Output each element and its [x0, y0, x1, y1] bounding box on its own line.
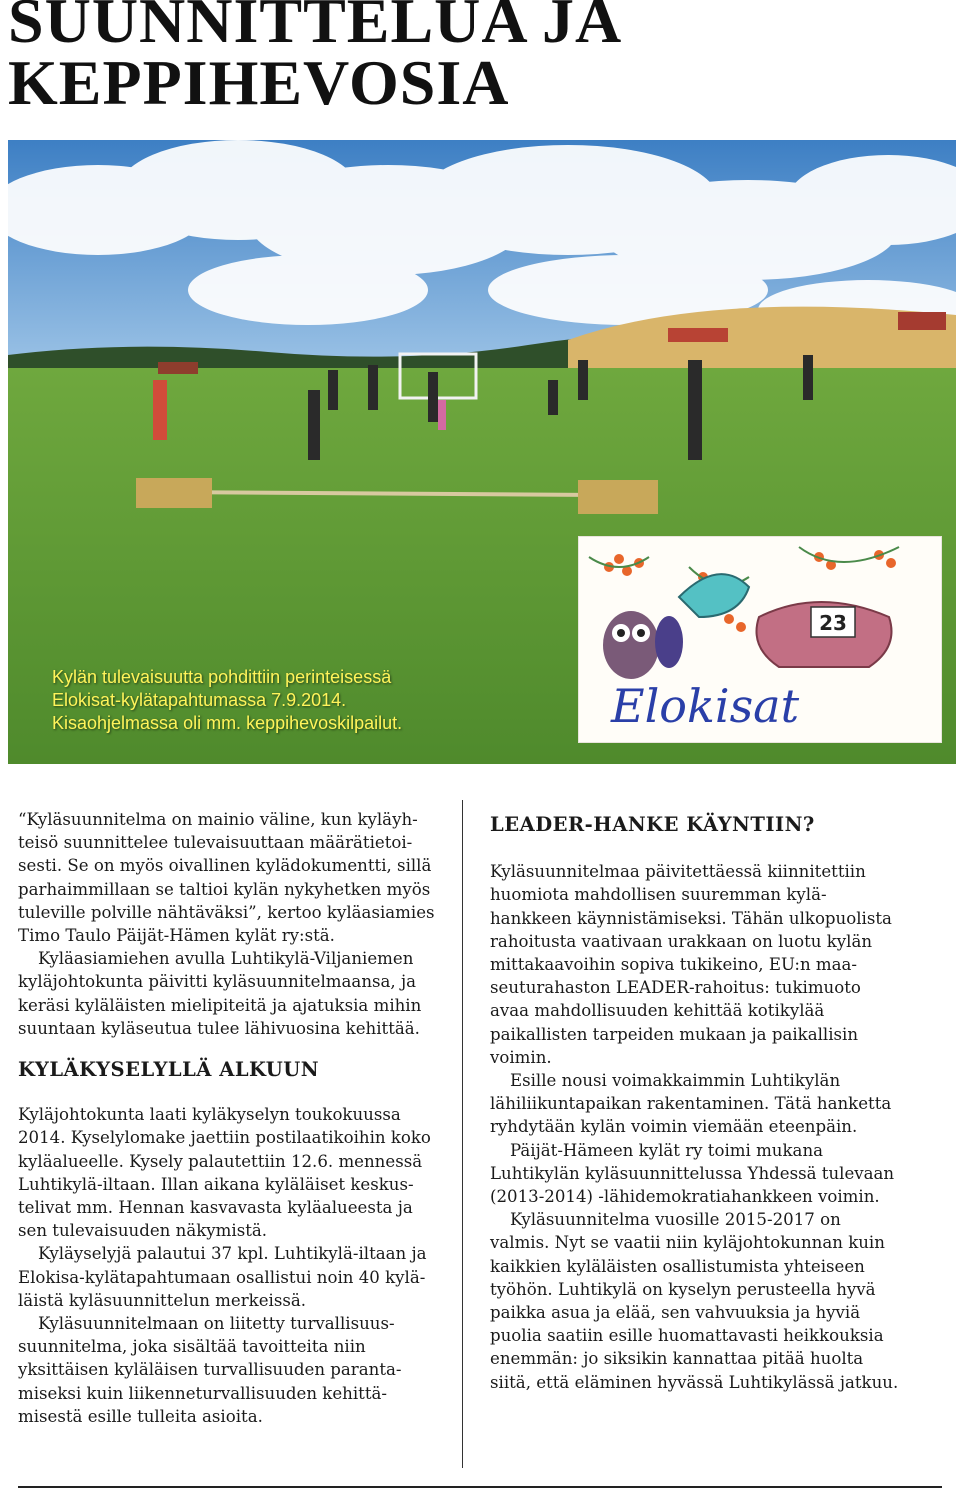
text-line: miseksi kuin liikenneturvallisuuden kehittä- [18, 1383, 388, 1403]
paragraph [18, 1242, 450, 1312]
text-line: keräsi kyläläisten mielipiteitä ja ajatuksia mihin [18, 995, 422, 1015]
text-line: huomiota mahdollisen suuremman kylä- [490, 885, 827, 905]
text-line: Esille nousi voimakkaimmin Luhtikylän [510, 1071, 841, 1091]
text-line: parhaimmillaan se taltioi kylän nykyhetken myös [18, 879, 431, 899]
right-column [490, 813, 915, 1394]
text-line: paikka asua ja elää, sen vahvuuksia ja hyviä [490, 1303, 861, 1323]
paragraph [490, 1139, 915, 1209]
bib-number: 23 [819, 611, 847, 635]
title-line-2: KEPPIHEVOSIA [8, 47, 510, 118]
text-line: lähiliikuntapaikan rakentaminen. Tätä hanketta [490, 1094, 892, 1114]
text-line: paikallisten tarpeiden mukaan ja paikallisin [490, 1024, 859, 1044]
text-line: telivat mm. Hennan kasvavasta kyläalueesta ja [18, 1198, 413, 1218]
paragraph [490, 860, 915, 1069]
section-heading: KYLÄKYSELYLLÄ ALKUUN [18, 1058, 320, 1082]
left-column [18, 808, 450, 1428]
paragraph [18, 947, 450, 1040]
text-line: kaikkien kyläläisten osallistumista yhteiseen [490, 1256, 865, 1276]
text-line: Luhtikylän kyläsuunnittelussa Yhdessä tulevaan [490, 1163, 895, 1183]
elokisat-logo: Elokisat [611, 679, 800, 733]
text-line: kyläalueelle. Kysely palautettiin 12.6. mennessä [18, 1151, 423, 1171]
text-line: kyläjohtokunta päivitti kyläsuunnitelmaansa, ja [18, 972, 416, 992]
text-line: avaa mahdollisuuden kehittää kotikylää [490, 1001, 825, 1021]
section-heading: LEADER-HANKE KÄYNTIIN? [490, 813, 815, 836]
caption-line: Elokisat-kylätapahtumassa 7.9.2014. [52, 690, 347, 710]
text-line: puolia saatiin esille huomattavasti heikkouksia [490, 1326, 884, 1346]
text-line: tuleville polville nähtäväksi”, kertoo kyläasiamies [18, 902, 435, 922]
text-line: suuntaan kyläseutua tulee lähivuosina kehittää. [18, 1018, 420, 1038]
text-line: seuturahaston LEADER-rahoitus: tukimuoto [490, 978, 861, 998]
text-line: sen tulevaisuuden näkymistä. [18, 1221, 268, 1241]
text-line: Kyläasiamiehen avulla Luhtikylä-Viljaniemen [38, 949, 414, 969]
bottom-rule [18, 1486, 942, 1488]
text-line: Elokisa-kylätapahtumaan osallistui noin 40 kylä- [18, 1267, 426, 1287]
text-line: voimin. [490, 1047, 552, 1067]
title-line-1: SUUNNITTELUA JA [8, 0, 623, 56]
text-line: rahoitusta vaativaan urakkaan on luotu kylän [490, 931, 873, 951]
text-line: teisö suunnittelee tulevaisuuttaan määrätietoi- [18, 833, 413, 853]
paragraph-quote [18, 808, 450, 947]
text-line: Kyläsuunnitelmaan on liitetty turvallisuus- [38, 1314, 395, 1334]
text-line: Kyläsuunnitelmaa päivitettäessä kiinnitettiin [490, 862, 866, 882]
text-line: Päijät-Hämeen kylät ry toimi mukana [510, 1140, 824, 1160]
text-line: siitä, että eläminen hyvässä Luhtikylässä jatkuu. [490, 1372, 899, 1392]
text-line: valmis. Nyt se vaatii niin kyläjohtokunnan kuin [490, 1233, 885, 1253]
paragraph [490, 1208, 915, 1394]
caption-line: Kisaohjelmassa oli mm. keppihevoskilpailut. [52, 713, 403, 733]
text-line: (2013-2014) -lähidemokratiahankkeen voimin. [490, 1187, 880, 1207]
text-line: 2014. Kyselylomake jaettiin postilaatikoihin koko [18, 1128, 431, 1148]
text-line: mittakaavoihin sopiva tukikeino, EU:n maa- [490, 955, 858, 975]
paragraph [18, 1103, 450, 1242]
text-line: “Kyläsuunnitelma on mainio väline, kun kyläyh- [18, 810, 418, 829]
text-line: läistä kyläsuunnittelun merkeissä. [18, 1290, 307, 1310]
photo-caption [52, 666, 612, 735]
animal-drawing [579, 537, 941, 742]
text-line: sesti. Se on myös oivallinen kylädokumentti, sillä [18, 856, 432, 876]
text-line: yksittäisen kyläläisen turvallisuuden paranta- [18, 1360, 402, 1380]
text-line: Kyläsuunnitelma vuosille 2015-2017 on [510, 1210, 841, 1230]
text-line: Kyläjohtokunta laati kyläkyselyn toukokuussa [18, 1105, 401, 1125]
paragraph [18, 1312, 450, 1428]
caption-line: Kylän tulevaisuutta pohdittiin perinteisessä [52, 667, 392, 687]
paragraph [490, 1069, 915, 1139]
text-line: Luhtikylä-iltaan. Illan aikana kyläläiset keskus- [18, 1174, 414, 1194]
text-line: hankkeen käynnistämiseksi. Tähän ulkopuolista [490, 908, 892, 928]
text-line: Timo Taulo Päijät-Hämen kylät ry:stä. [18, 926, 335, 946]
text-line: työhön. Luhtikylä on kyselyn perusteella hyvä [490, 1279, 876, 1299]
article-title [8, 0, 948, 118]
text-line: enemmän: jo siksikin kannattaa pitää huolta [490, 1349, 864, 1369]
text-line: suunnitelma, joka sisältää tavoitteita niin [18, 1337, 366, 1357]
text-line: misestä esille tulleita asioita. [18, 1406, 263, 1426]
text-line: ryhdytään kylän voimin viemään eteenpäin. [490, 1117, 858, 1137]
elokisat-illustration [578, 536, 942, 743]
text-line: Kyläyselyjä palautui 37 kpl. Luhtikylä-iltaan ja [38, 1244, 427, 1264]
column-divider [462, 800, 463, 1468]
